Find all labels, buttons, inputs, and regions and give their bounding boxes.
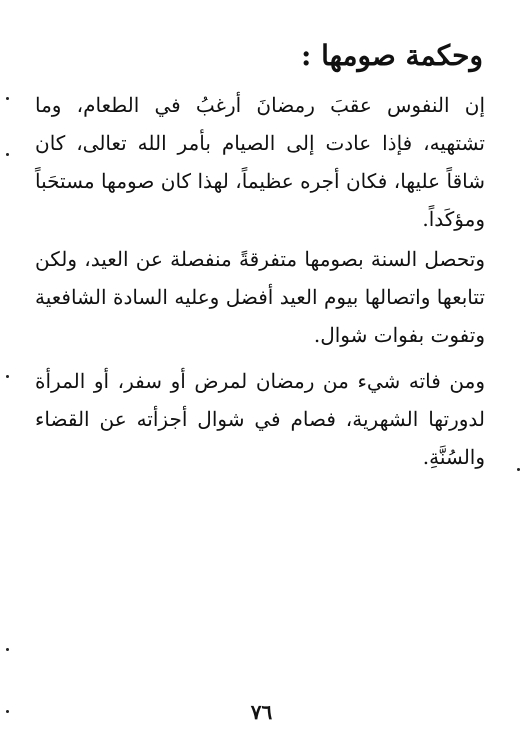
page-number: ٧٦ [250,700,273,724]
paragraph-1: إن النفوس عقبَ رمضانَ أرغبُ في الطعام، وما تشتهيه، فإذا عادت إلى الصيام بأمر الله تعالى، كان شاقاً عليها، فكان أجره عظيماً، لهذا كان صومها مستحَباً ومؤكَداً. [35,93,486,231]
margin-dot [6,153,9,156]
section-heading: وحكمة صومها : [301,39,483,72]
margin-dot [6,97,9,100]
margin-dot [6,375,9,378]
margin-dot [6,710,9,713]
margin-dot [6,648,9,651]
margin-dot [517,468,520,471]
paragraph-3: ومن فاته شيء من رمضان لمرض أو سفر، أو المرأة لدورتها الشهرية، فصام في شوال أجزأته عن القضاء والسُنَّةِ. [35,369,485,469]
paragraph-2: وتحصل السنة بصومها متفرقةً منفصلة عن العيد، ولكن تتابعها واتصالها بيوم العيد أفضل وعليه السادة الشافعية وتفوت بفوات شوال. [35,247,485,347]
